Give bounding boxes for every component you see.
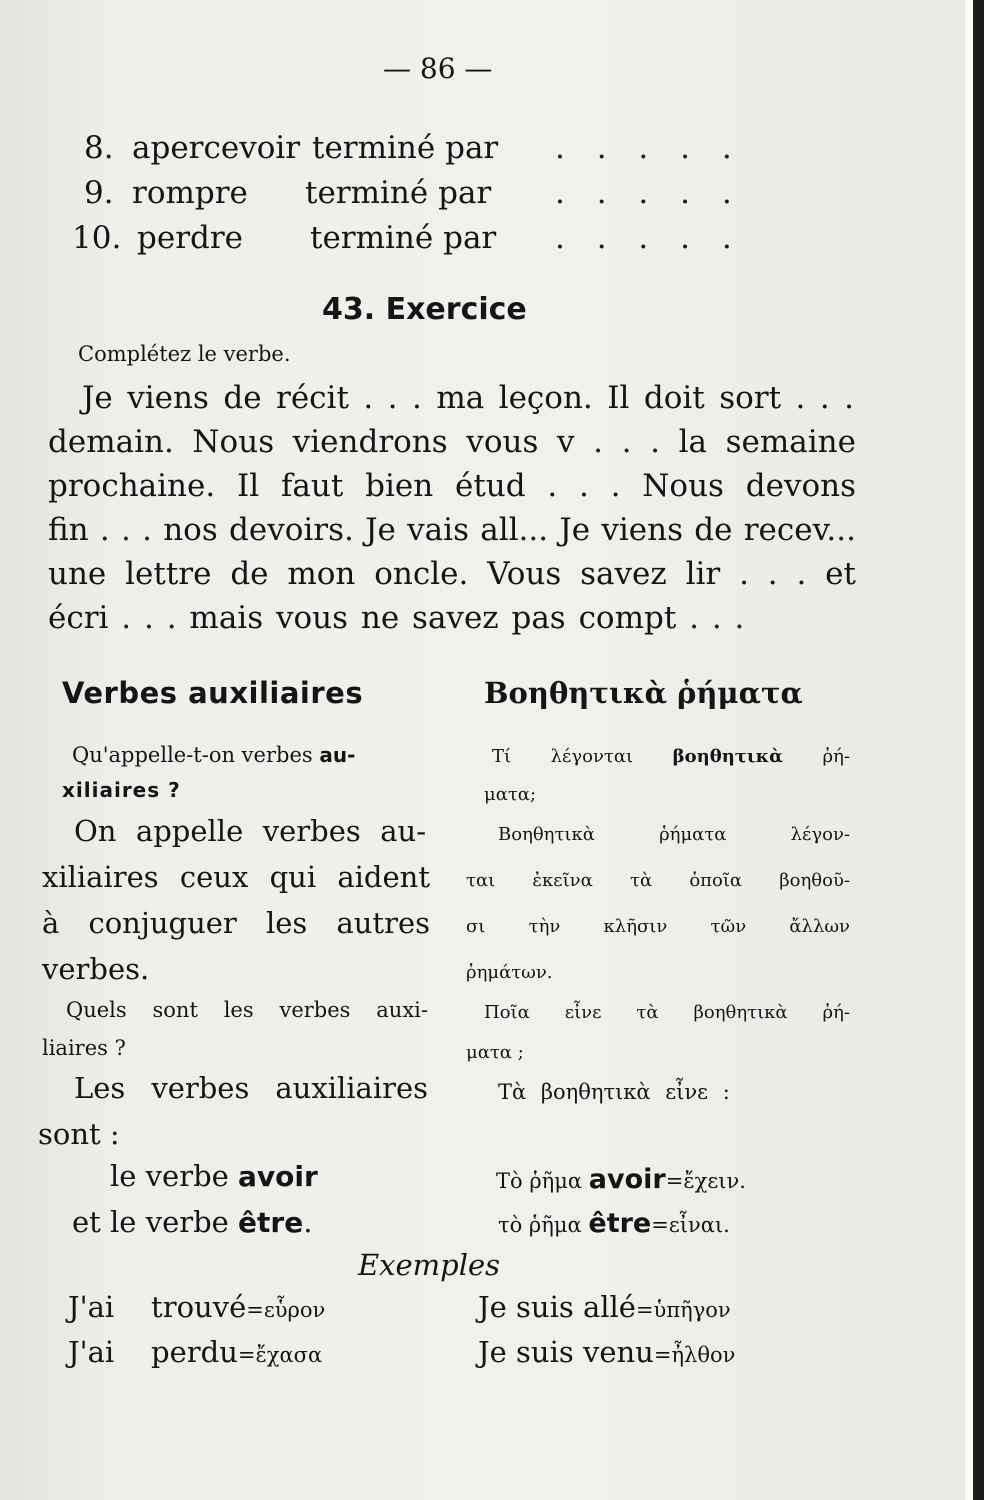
exercise-line: Je viens de récit . . . ma leçon. Il doit sort . . . [82,380,854,416]
ending-dots: . . . . . [555,175,732,211]
greek-answer-line: ται ἐκεῖνα τὰ ὁποῖα βοηθοῦ- [466,870,850,891]
question-text: xiliaires ? [62,778,181,802]
greek-question: ματα ; [466,1042,524,1063]
section-title-french: Verbes auxiliaires [62,676,364,710]
greek-auxiliary-etre: τὸ ῥῆμα être=εἶναι. [498,1208,730,1239]
exercise-line: demain. Nous viendrons vous v . . . la semaine [48,424,856,460]
auxiliary-avoir: le verbe avoir [110,1159,318,1193]
greek-answer-line: ῥημάτων. [466,962,553,983]
exercise-line: une lettre de mon oncle. Vous savez lir . . . et [48,556,856,592]
greek-question: Ποῖα εἶνε τὰ βοηθητικὰ ῥή- [484,1002,850,1023]
greek-answer-line: Βοηθητικὰ ῥήματα λέγον- [498,824,850,845]
answer-line: sont : [38,1117,120,1151]
greek-answer-line: Τὰ βοηθητικὰ εἶνε : [498,1080,730,1104]
ending-word: terminé par [312,130,499,166]
ending-number: 8. [84,130,114,166]
ending-dots: . . . . . [555,130,732,166]
example-left: J'ai perdu=ἔχασα [68,1335,323,1369]
auxiliary-etre: et le verbe être. [72,1205,313,1239]
answer-line: On appelle verbes au- [74,814,426,848]
greek-question: Τί λέγονται βοηθητικὰ ῥή- [492,746,850,767]
ending-verb: rompre [132,175,248,211]
examples-title: Exemples [358,1248,501,1282]
section-title-greek: Βοηθητικὰ ῥήματα [484,676,803,710]
exercise-line: prochaine. Il faut bien étud . . . Nous devons [48,468,856,504]
page-number: — 86 — [383,52,493,85]
ending-number: 9. [84,175,114,211]
ending-word: terminé par [310,220,497,256]
ending-verb: perdre [137,220,244,256]
exercise-line: fin . . . nos devoirs. Je vais all... Je viens de recev... [48,512,856,548]
example-right: Je suis allé=ὑπῆγον [478,1290,731,1324]
exercise-instruction: Complétez le verbe. [78,342,291,366]
greek-answer-line: σι τὴν κλῆσιν τῶν ἄλλων [466,916,850,937]
answer-line: Les verbes auxiliaires [74,1071,428,1105]
example-right: Je suis venu=ἦλθον [478,1335,736,1369]
question-text: Qu'appelle-t-on verbes au- [72,743,356,767]
exercise-line: écri . . . mais vous ne savez pas compt . . . [48,600,745,636]
question-text: Quels sont les verbes auxi- [66,998,428,1022]
greek-question: ματα; [484,784,537,805]
book-spine [973,0,984,1500]
answer-line: xiliaires ceux qui aident [42,860,430,894]
ending-verb: apercevoir [132,130,301,166]
question-text: liaires ? [42,1036,126,1060]
exercise-title: 43. Exercice [322,292,527,327]
page-edge [965,0,973,1500]
ending-word: terminé par [305,175,492,211]
answer-line: à conjuguer les autres [42,906,430,940]
greek-auxiliary-avoir: Τὸ ῥῆμα avoir=ἔχειν. [496,1164,746,1195]
ending-number: 10. [72,220,122,256]
example-left: J'ai trouvé=εὗρον [68,1290,326,1324]
ending-dots: . . . . . [555,220,732,256]
answer-line: verbes. [42,952,150,986]
